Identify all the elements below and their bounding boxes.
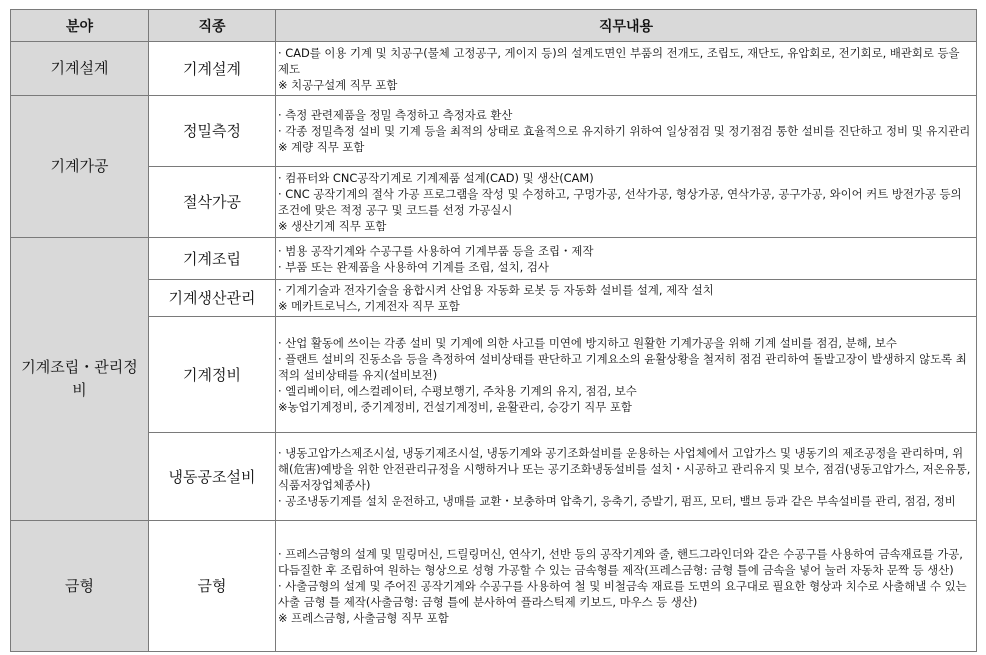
field-cell: 금형 (11, 521, 149, 652)
description-cell (276, 280, 977, 317)
description-cell (276, 238, 977, 280)
table-header-row (11, 10, 977, 42)
job-cell: 기계생산관리 (149, 280, 276, 317)
description-cell (276, 433, 977, 521)
description-line: ※ 생산기계 직무 포함 (278, 219, 387, 233)
description-line: · 기계기술과 전자기술을 융합시켜 산업용 자동화 로봇 등 자동화 설비를 설계, 제작 설치 (278, 283, 714, 297)
table-row (11, 317, 977, 433)
header-description: 직무내용 (276, 10, 977, 42)
table-row (11, 521, 977, 652)
description-line: ※ 치공구설계 직무 포함 (278, 77, 398, 92)
job-cell: 금형 (149, 521, 276, 652)
description-line: ※농업기계정비, 중기계정비, 건설기계정비, 윤활관리, 승강기 직무 포함 (278, 399, 632, 414)
description-cell (276, 521, 977, 652)
description-line: · 냉동고압가스제조시설, 냉동기제조시설, 냉동기계와 공기조화설비를 운용하는 사업체에서 고압가스 및 냉동기의 제조공정을 관리하며, 위해(危害)예방을 위한 안전관리규정을 시행하거나 또는 공기조화냉동설비를 설치・시공하고 관리유지 및 보수, 점검(냉동고압가스, 저온유통, 식품저장업체종사) (278, 445, 971, 492)
job-cell: 절삭가공 (149, 167, 276, 238)
description-line: · 산업 활동에 쓰이는 각종 설비 및 기계에 의한 사고를 미연에 방지하고 원활한 기계가공을 위해 기계 설비를 점검, 분해, 보수 (278, 335, 897, 350)
field-cell: 기계가공 (11, 96, 149, 238)
description-line: · 범용 공작기계와 수공구를 사용하여 기계부품 등을 조립・제작 (278, 243, 594, 258)
description-line: · 부품 또는 완제품을 사용하여 기계를 조립, 설치, 검사 (278, 259, 549, 274)
table-row (11, 280, 977, 317)
table-row (11, 42, 977, 96)
job-classification-table (10, 9, 977, 652)
field-cell: 기계설계 (11, 42, 149, 96)
description-line: ※ 프레스금형, 사출금형 직무 포함 (278, 611, 449, 625)
job-cell: 냉동공조설비 (149, 433, 276, 521)
table-row (11, 96, 977, 167)
description-line: · 공조냉동기계를 설치 운전하고, 냉매를 교환・보충하며 압축기, 응축기, 증발기, 펌프, 모터, 밸브 등과 같은 부속설비를 관리, 점검, 정비 (278, 493, 956, 508)
field-cell: 기계조립・관리정비 (11, 238, 149, 521)
job-cell: 기계정비 (149, 317, 276, 433)
description-line: · 프레스금형의 설계 및 밀링머신, 드릴링머신, 연삭기, 선반 등의 공작기계와 줄, 핸드그라인더와 같은 수공구를 사용하여 금속재료를 가공, 다듬질한 후 조립하여 원하는 형상으로 성형 가공할 수 있는 금속형를 제작(프레스금형: 금형 틀에 금속을 넣어 눌러 자동차 문짝 등 생산) (278, 547, 963, 577)
description-line: · 컴퓨터와 CNC공작기계로 기계제품 설계(CAD) 및 생산(CAM) (278, 171, 594, 185)
description-cell (276, 96, 977, 167)
description-line: · 사출금형의 설계 및 주어진 공작기계와 수공구를 사용하여 철 및 비철금속 재료를 도면의 요구대로 필요한 형상과 치수로 사출해낼 수 있는 사출 금형 틀 제작(사출금형: 금형 틀에 분사하여 플라스틱제 키보드, 마우스 등 생산) (278, 579, 967, 609)
description-cell (276, 167, 977, 238)
table-row (11, 238, 977, 280)
header-job: 직종 (149, 10, 276, 42)
job-cell: 정밀측정 (149, 96, 276, 167)
job-cell: 기계설계 (149, 42, 276, 96)
table-row (11, 433, 977, 521)
description-line: · CAD를 이용 기계 및 치공구(물체 고정공구, 게이지 등)의 설계도면인 부품의 전개도, 조립도, 재단도, 유압회로, 전기회로, 배관회로 등을 제도 (278, 45, 960, 76)
description-line: · 각종 정밀측정 설비 및 기계 등을 최적의 상태로 효율적으로 유지하기 위하여 일상점검 및 정기점검 통한 설비를 진단하고 정비 및 유지관리 (278, 124, 971, 138)
table-row (11, 167, 977, 238)
description-line: · 플랜트 설비의 진동소음 등을 측정하여 설비상태를 판단하고 기계요소의 윤활상황을 철저히 점검 관리하여 돌발고장이 발생하지 않도록 최적의 설비상태를 유지(설비보전) (278, 351, 967, 382)
description-cell (276, 42, 977, 96)
header-field: 분야 (11, 10, 149, 42)
description-line: · 측정 관련제품을 정밀 측정하고 측정자료 환산 (278, 108, 513, 122)
description-cell (276, 317, 977, 433)
job-cell: 기계조립 (149, 238, 276, 280)
description-line: ※ 메카트로닉스, 기계전자 직무 포함 (278, 299, 460, 313)
description-line: · CNC 공작기계의 절삭 가공 프로그램을 작성 및 수정하고, 구멍가공, 선삭가공, 형상가공, 연삭가공, 공구가공, 와이어 커트 방전가공 등의 조건에 맞은 적정 공구 및 코드를 선정 가공실시 (278, 187, 962, 217)
description-line: · 엘리베이터, 에스컬레이터, 수평보행기, 주차용 기계의 유지, 점검, 보수 (278, 383, 637, 398)
description-line: ※ 계량 직무 포함 (278, 140, 365, 154)
